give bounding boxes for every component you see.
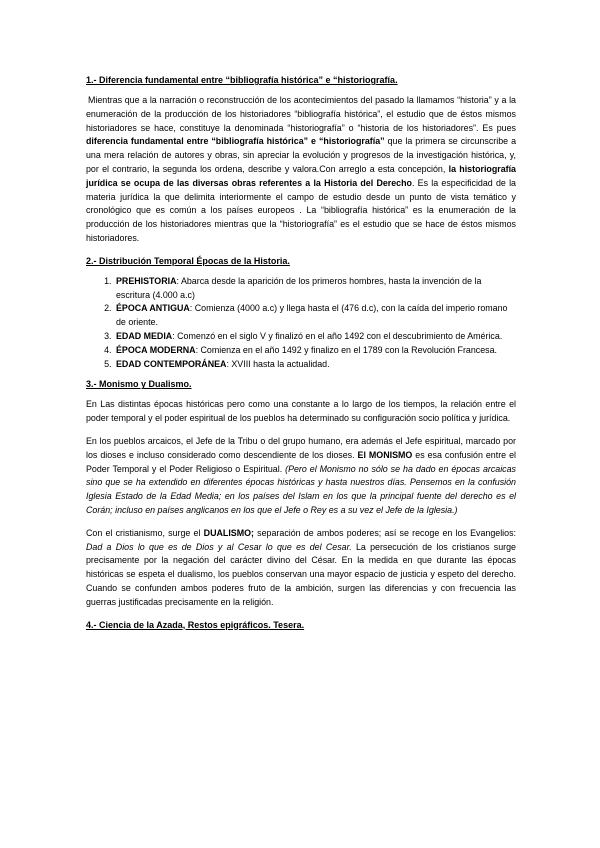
list-item: 5. EDAD CONTEMPORÁNEA: XVIII hasta la actualidad. bbox=[114, 358, 516, 372]
list-item: 4. ÉPOCA MODERNA: Comienza en el año 1492 y finalizo en el 1789 con la Revolución Francesa. bbox=[114, 344, 516, 358]
section-3-heading: 3.- Monismo y Dualismo. bbox=[86, 379, 192, 390]
list-item: 2. ÉPOCA ANTIGUA: Comienza (4000 a.c) y llega hasta el (476 d.c), con la caída del imperio romano de oriente. bbox=[114, 302, 516, 330]
section-1-paragraph: Mientras que a la narración o reconstrucción de los acontecimientos del pasado la llamamos “historia” y a la enumeración de la producción de los historiadores “bibliografía histórica”, el estudio que de éstos mismos historiadores se hace, constituye la denominada “historiografía” o “historia de los historiadores”. Es pues diferencia fundamental entre “bibliografía histórica” e “historiografía” que la primera se circunscribe a una mera relación de autores y obras, sin apreciar la evolución y progresos de la investigación histórica, y, por el contrario, la segunda los ordena, describe y valora.Con arreglo a esta concepción, la historiografía jurídica se ocupa de las diversas obras referentes a la Historia del Derecho. Es la especificidad de la materia jurídica la que delimita interiormente el campo de estudio desde un punto de vista temático y cronológico que es común a los países europeos . La “bibliografía histórica” es la enumeración de la producción de los historiadores mientras que la “historiografía” es el estudio que se hace de éstos mismos historiadores. bbox=[86, 95, 516, 243]
section-3-paragraph-3: Con el cristianismo, surge el DUALISMO; separación de ambos poderes; así se recoge en los Evangelios: Dad a Dios lo que es de Dios y al Cesar lo que es del Cesar. La persecución de los cristianos surge precisamente por la negación del carácter divino del César. En la medida en que durante las épocas históricas se espeta el dualismo, los pueblos conservan una mayor espacio de justicia y espeto del derecho. Cuando se confunden ambos poderes fruto de la ambición, surgen las diferencias y con frecuencia las guerras justificadas precisamente en la religión. bbox=[86, 527, 516, 607]
section-2-heading: 2.- Distribución Temporal Épocas de la Historia. bbox=[86, 255, 290, 266]
epochs-list bbox=[86, 275, 516, 372]
section-1-heading: 1.- Diferencia fundamental entre “bibliografía histórica” e “historiografía. bbox=[86, 75, 398, 85]
section-3-paragraph-2: En los pueblos arcaicos, el Jefe de la Tribu o del grupo humano, era además el Jefe espiritual, marcado por los dioses e incluso considerado como descendiente de los dioses. El MONISMO es esa confusión entre el Poder Temporal y el Poder Religioso o Espiritual. (Pero el Monismo no sólo se ha dado en épocas arcaicas sino que se ha extendido en diferentes épocas históricas y hasta nuestros días. Pensemos en la confusión Iglesia Estado de la Edad Media; en los países del Islam en los que la principal fuente del derecho es el Corán; incluso en países anglicanos en los que el Jefe o Rey es a su vez el Jefe de la Iglesia.) bbox=[86, 435, 516, 515]
list-item: 3. EDAD MEDIA: Comenzó en el siglo V y finalizó en el año 1492 con el descubrimiento de América. bbox=[114, 330, 516, 344]
section-3-paragraph-1: En Las distintas épocas históricas pero como una constante a lo largo de los tiempos, la relación entre el poder temporal y el poder espiritual de los pueblos ha determinado su configuración socio política y jurídica. bbox=[86, 399, 516, 424]
section-4-heading: 4.- Ciencia de la Azada, Restos epigráficos. Tesera. bbox=[86, 619, 305, 630]
list-item: 1. PREHISTORIA: Abarca desde la aparición de los primeros hombres, hasta la invención de la escritura (4.000 a.c) bbox=[114, 275, 516, 303]
document-body bbox=[86, 74, 516, 632]
